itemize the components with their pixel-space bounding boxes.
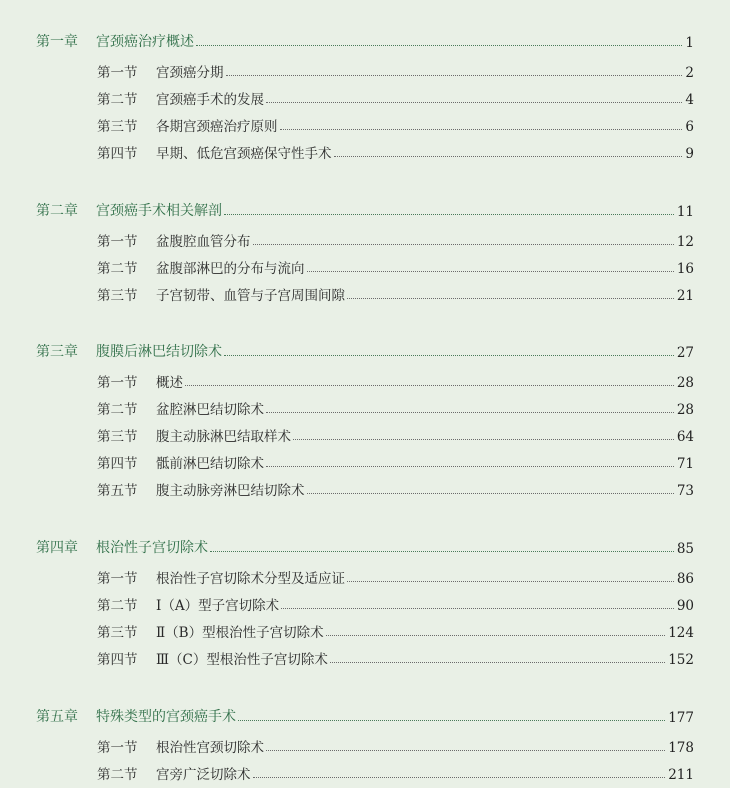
chapter-number: 第二章 [36,203,78,219]
chapter-title: 特殊类型的宫颈癌手术 [96,709,236,725]
toc-section[interactable] [97,450,694,472]
page-number: 27 [676,345,694,361]
section-number: 第一节 [97,65,138,81]
section-number: 第一节 [97,740,138,756]
dot-leader [266,412,674,413]
page-number: 4 [685,92,694,108]
dot-leader [307,493,674,494]
page-number: 124 [668,625,694,641]
section-number: 第一节 [97,375,138,391]
toc-section[interactable] [97,565,694,587]
chapter-number: 第五章 [36,709,78,725]
section-title: 宫颈癌手术的发展 [156,92,264,108]
section-number: 第三节 [97,429,138,445]
page-number: 28 [676,402,694,418]
section-title: 骶前淋巴结切除术 [156,456,264,472]
dot-leader [238,720,665,721]
dot-leader [281,608,674,609]
section-number: 第二节 [97,767,138,783]
dot-leader [266,466,674,467]
toc-section[interactable] [97,255,694,277]
page-number: 178 [668,740,694,756]
toc-section[interactable] [97,477,694,499]
chapter-number: 第一章 [36,34,78,50]
page-number: 11 [676,204,694,220]
section-number: 第四节 [97,146,138,162]
dot-leader [185,385,674,386]
dot-leader [196,45,682,46]
page-number: 21 [676,288,694,304]
section-title: Ⅰ（A）型子宫切除术 [156,598,280,614]
chapter-title: 根治性子宫切除术 [96,540,208,556]
toc-section[interactable] [97,59,694,81]
dot-leader [210,551,674,552]
dot-leader [330,662,665,663]
toc-chapter-5[interactable] [36,704,694,726]
section-number: 第一节 [97,571,138,587]
chapter-number: 第三章 [36,344,78,360]
section-title: 根治性子宫切除术分型及适应证 [156,571,345,587]
section-title: 各期宫颈癌治疗原则 [156,119,278,135]
dot-leader [307,271,674,272]
section-title: 概述 [156,375,183,391]
page-number: 9 [685,146,694,162]
section-title: 盆腹部淋巴的分布与流向 [156,261,305,277]
page-number: 152 [668,652,694,668]
toc-section[interactable] [97,282,694,304]
page-number: 177 [668,710,694,726]
dot-leader [347,581,674,582]
section-number: 第四节 [97,652,138,668]
page-number: 2 [685,65,694,81]
section-title: Ⅲ（C）型根治性子宫切除术 [156,652,328,668]
section-title: 盆腹腔血管分布 [156,234,251,250]
page-number: 90 [676,598,694,614]
page-number: 86 [676,571,694,587]
toc-section[interactable] [97,396,694,418]
toc-section[interactable] [97,592,694,614]
section-title: 腹主动脉旁淋巴结切除术 [156,483,305,499]
toc-section[interactable] [97,761,694,783]
dot-leader [326,635,666,636]
section-title: 子宫韧带、血管与子宫周围间隙 [156,288,345,304]
section-title: 宫颈癌分期 [156,65,224,81]
page-number: 12 [676,234,694,250]
section-title: 早期、低危宫颈癌保守性手术 [156,146,332,162]
section-number: 第二节 [97,598,138,614]
section-number: 第五节 [97,483,138,499]
section-number: 第三节 [97,119,138,135]
dot-leader [253,777,666,778]
page-number: 6 [685,119,694,135]
toc-section[interactable] [97,423,694,445]
section-number: 第三节 [97,288,138,304]
section-number: 第四节 [97,456,138,472]
toc-section[interactable] [97,86,694,108]
toc-section[interactable] [97,734,694,756]
section-number: 第二节 [97,261,138,277]
page-number: 211 [668,767,694,783]
section-title: Ⅱ（B）型根治性子宫切除术 [156,625,324,641]
chapter-number: 第四章 [36,540,78,556]
toc-chapter-3[interactable] [36,339,694,361]
page-number: 73 [676,483,694,499]
page-number: 28 [676,375,694,391]
section-number: 第二节 [97,92,138,108]
toc-section[interactable] [97,619,694,641]
dot-leader [334,156,683,157]
section-title: 腹主动脉淋巴结取样术 [156,429,291,445]
toc-section[interactable] [97,228,694,250]
dot-leader [266,102,682,103]
page-number: 71 [676,456,694,472]
section-number: 第一节 [97,234,138,250]
toc-chapter-1[interactable] [36,29,694,51]
dot-leader [266,750,665,751]
page-number: 85 [676,541,694,557]
chapter-title: 宫颈癌治疗概述 [96,34,194,50]
toc-chapter-4[interactable] [36,535,694,557]
dot-leader [347,298,674,299]
page-number: 1 [685,35,694,51]
toc-chapter-2[interactable] [36,198,694,220]
toc-section[interactable] [97,646,694,668]
chapter-title: 腹膜后淋巴结切除术 [96,344,222,360]
chapter-title: 宫颈癌手术相关解剖 [96,203,222,219]
page-number: 64 [676,429,694,445]
dot-leader [224,355,674,356]
toc-section[interactable] [97,369,694,391]
dot-leader [226,75,683,76]
section-title: 盆腔淋巴结切除术 [156,402,264,418]
section-title: 宫旁广泛切除术 [156,767,251,783]
toc-section[interactable] [97,140,694,162]
dot-leader [280,129,683,130]
section-number: 第三节 [97,625,138,641]
toc-section[interactable] [97,113,694,135]
dot-leader [224,214,674,215]
dot-leader [293,439,674,440]
section-number: 第二节 [97,402,138,418]
section-title: 根治性宫颈切除术 [156,740,264,756]
page-number: 16 [676,261,694,277]
dot-leader [253,244,674,245]
